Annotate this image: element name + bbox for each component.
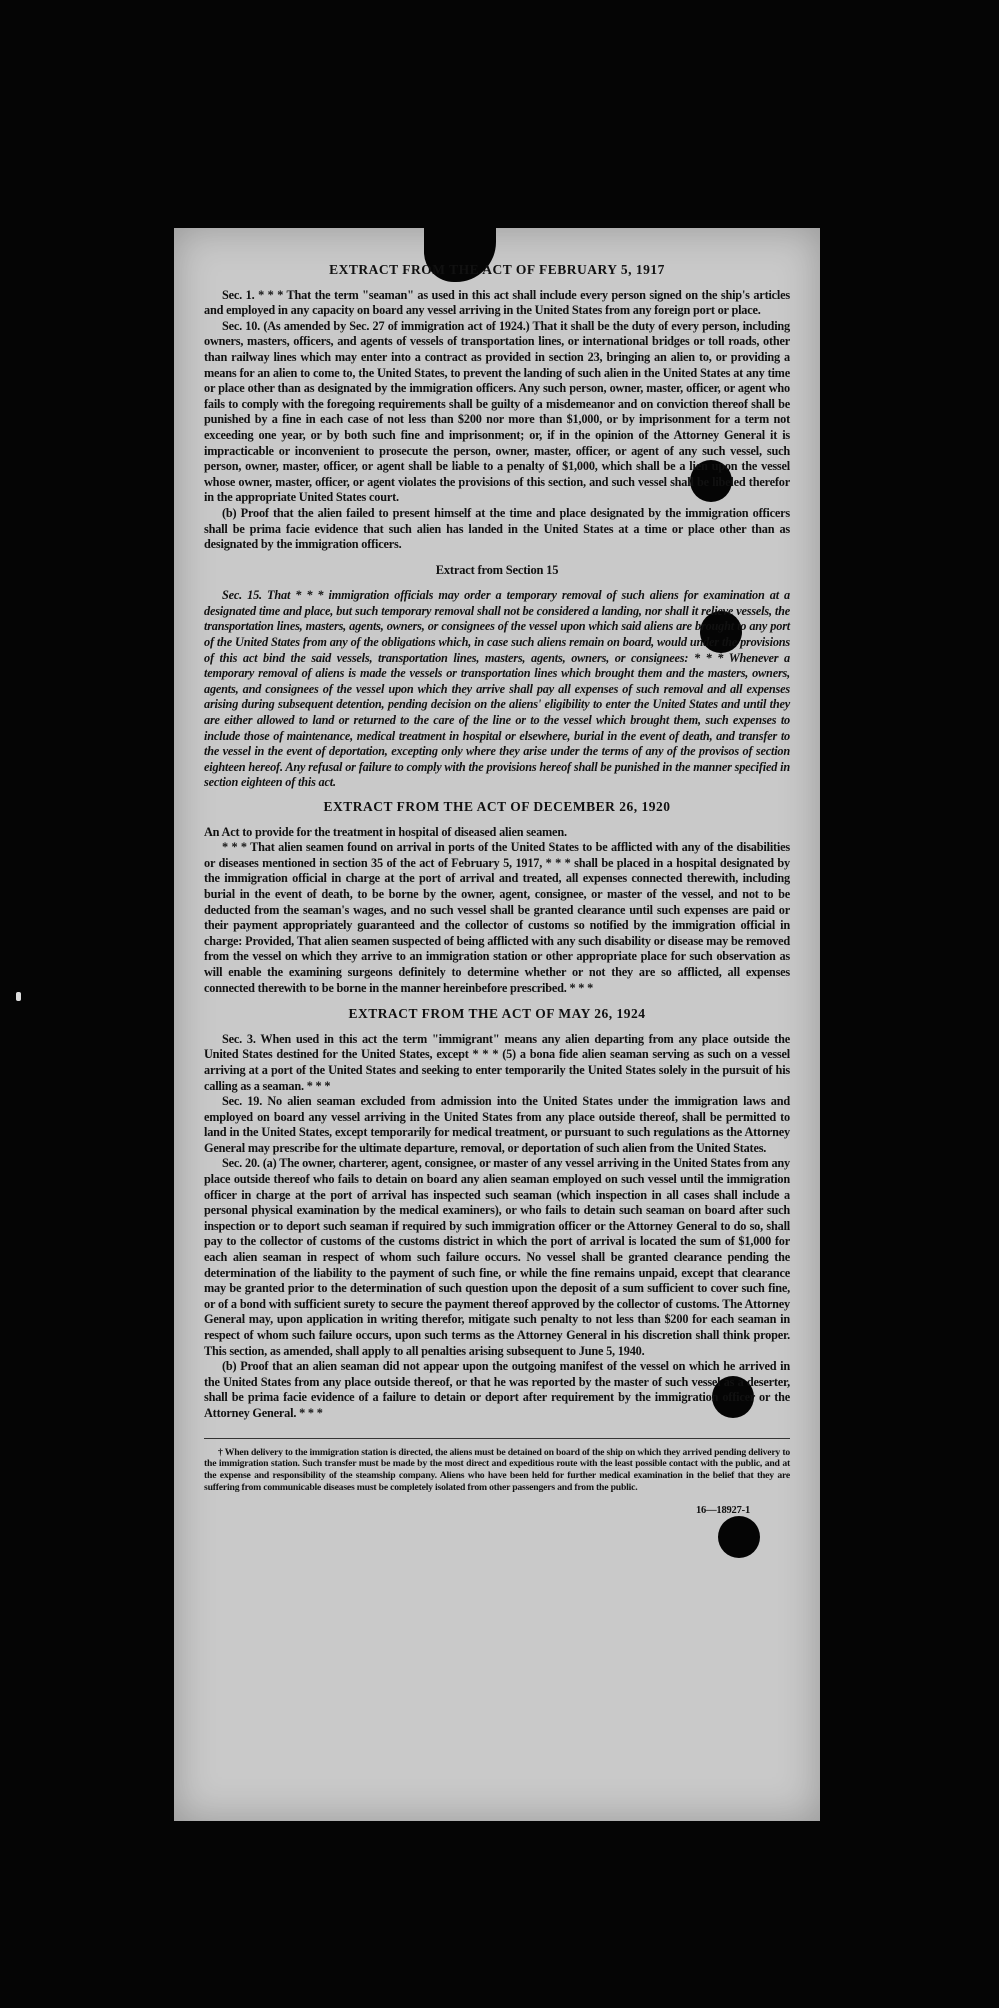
form-number: 16—18927-1 — [696, 1505, 750, 1517]
act-1920-intro: An Act to provide for the treatment in hospital of diseased alien seamen. — [204, 824, 567, 839]
document-page — [174, 228, 820, 1821]
section-1: Sec. 1. * * * That the term "seaman" as used in this act shall include every person signed on the ship's articles and employed in any capacity on board any vessel arriving in the United States from any foreign port or place. — [204, 287, 790, 318]
heading-act-1924: EXTRACT FROM THE ACT OF MAY 26, 1924 — [348, 1006, 646, 1022]
footnote-divider — [204, 1438, 790, 1439]
act-1920-body: * * * That alien seamen found on arrival in ports of the United States to be afflicted with any of the disabilities or diseases mentioned in section 35 of the act of February 5, 1917, * * * shall be placed in a hospital designated by the immigration official in charge at the port of arrival and treated, all expenses connected therewith, including burial in the event of death, to be borne by the owner, agent, consignee, or master of the vessel, and not to be deducted from the seaman's wages, and no such vessel shall be granted clearance until such expenses are paid or their payment appropriately guaranteed and the collector of customs so notified by the immigration official in charge: Provided, That alien seamen suspected of being afflicted with any such disability or disease may be removed from the vessel on which they arrive to an immigration station or other appropriate place for such observation as will enable the examining surgeons definitely to determine whether or not they are so afflicted, all expenses connected therewith to be borne in the manner hereinbefore prescribed. * * * — [204, 840, 790, 995]
heading-act-1920: EXTRACT FROM THE ACT OF DECEMBER 26, 1920 — [323, 799, 671, 814]
footnote: † When delivery to the immigration station is directed, the aliens must be detained on board of the ship on which they arrived pending delivery to the immigration station. Such transfer must be made by the most direct and expeditious route with the least possible contact with the public, and at the expense and responsibility of the steamship company. Aliens who have been held for further medical examination in the belief that they are suffering from communicable diseases must be completely isolated from other passengers and from the public. — [204, 1446, 790, 1493]
section-3: Sec. 3. When used in this act the term "immigrant" means any alien departing from any place outside the United States destined for the United States, except * * * (5) a bona fide alien seaman serving as such on a vessel arriving at a port of the United States and seeking to enter temporarily the United States solely in the pursuit of his calling as a seaman. * * * — [204, 1031, 790, 1093]
section-10-b: (b) Proof that the alien failed to present himself at the time and place designated by the immigration officers shall be prima facie evidence that such alien has landed in the United States at a time or place other than as designated by the immigration officers. — [204, 505, 790, 552]
heading-act-1917: EXTRACT FROM THE ACT OF FEBRUARY 5, 1917 — [329, 262, 665, 277]
section-20-b: (b) Proof that an alien seaman did not appear upon the outgoing manifest of the vessel on which he arrived in the United States from any place outside thereof, or that he was reported by the master of such vessel as a deserter, shall be prima facie evidence of a failure to detain or deport after requirement by the immigration officer or the Attorney General. * * * — [204, 1359, 790, 1420]
section-15: Sec. 15. That * * * immigration officials may order a temporary removal of such aliens for examination at a designated time and place, but such temporary removal shall not be considered a landing, nor shall it relieve vessels, the transportation lines, masters, agents, owners, or consignees of the vessel upon which said aliens are brought to any port of the United States from any of the obligations which, in case such aliens remain on board, would under the provisions of this act bind the said vessels, transportation lines, masters, agents, owners, or consignees: * * * Whenever a temporary removal of aliens is made the vessels or transportation lines which brought them and the masters, owners, agents, and consignees of the vessel upon which they arrive shall pay all expenses of such removal and all expenses arising during subsequent detention, pending decision on the aliens' eligibility to enter the United States and until they are either allowed to land or returned to the care of the line or to the vessel which brought them, such expenses to include those of maintenance, medical treatment in hospital or elsewhere, burial in the event of death, and transfer to the vessel in the event of deportation, excepting only where they arise under the terms of any of the provisos of section eighteen hereof. Any refusal or failure to comply with the provisions hereof shall be punished in the manner specified in section eighteen of this act. — [204, 588, 790, 790]
document-text — [204, 258, 790, 1519]
section-19: Sec. 19. No alien seaman excluded from admission into the United States under the immigration laws and employed on board any vessel arriving in the United States from any place outside thereof, shall be permitted to land in the United States, except temporarily for medical treatment, or pursuant to such regulations as the Attorney General may prescribe for the ultimate departure, removal, or deportation of such alien from the United States. — [204, 1094, 790, 1155]
section-20-a: Sec. 20. (a) The owner, charterer, agent, consignee, or master of any vessel arriving in the United States from any place outside thereof who fails to detain on board any alien seaman employed on such vessel until the immigration officer in charge at the port of arrival has inspected such seaman (which inspection in all cases shall include a personal physical examination by the medical examiners), or who fails to detain such seaman on board after such inspection or to deport such seaman if required by such immigration officer or the Attorney General to do so, shall pay to the collector of customs of the customs district in which the port of arrival is located the sum of $1,000 for each alien seaman in respect of whom such failure occurs. No vessel shall be granted clearance pending the determination of the liability to the payment of such fine, or while the fine remains unpaid, except that clearance may be granted prior to the determination of such question upon the deposit of a sum sufficient to cover such fine, or of a bond with sufficient surety to secure the payment thereof approved by the collector of customs. The Attorney General may, upon application in writing therefor, mitigate such penalty to not less than $200 for each seaman in respect of whom such failure occurs, upon such terms as the Attorney General in his discretion shall think proper. This section, as amended, shall apply to all penalties arising subsequent to June 5, 1940. — [204, 1156, 790, 1358]
punch-hole — [718, 1516, 760, 1558]
section-10: Sec. 10. (As amended by Sec. 27 of immigration act of 1924.) That it shall be the duty of every person, including owners, masters, officers, and agents of vessels of transportation lines, or international bridges or toll roads, other than railway lines which may enter into a contract as provided in section 23, bringing an alien to, or providing a means for an alien to come to, the United States, to prevent the landing of such alien in the United States at any time or place other than as designated by the immigration officers. Any such person, owner, master, officer, or agent who fails to comply with the foregoing requirements shall be guilty of a misdemeanor and on conviction thereof shall be punished by a fine in each case of not less than $200 nor more than $1,000, or by imprisonment for a term not exceeding one year, or by both such fine and imprisonment; or, if in the opinion of the Attorney General it is impracticable or inconvenient to prosecute the person, owner, master, officer, or agent of any such vessel, such person, owner, master, officer, or agent shall be liable to a penalty of $1,000, which shall be a lien upon the vessel whose owner, master, officer, or agent violates the provisions of this section, and such vessel shall be libeled therefor in the appropriate United States court. — [204, 318, 790, 505]
scan-artifact — [16, 992, 21, 1001]
heading-section-15: Extract from Section 15 — [435, 562, 559, 577]
